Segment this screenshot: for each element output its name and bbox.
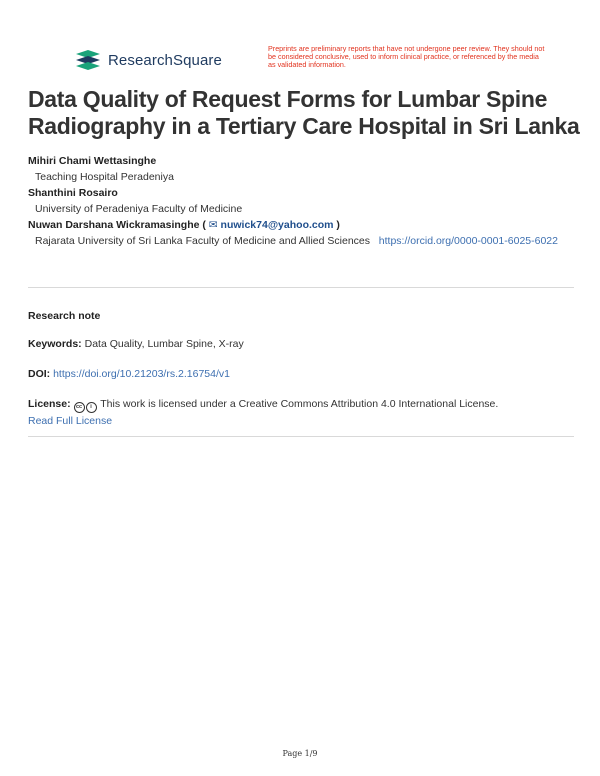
research-square-logo	[74, 48, 222, 72]
page-number: Page 1/9	[282, 749, 318, 758]
divider	[28, 287, 574, 288]
preprint-disclaimer: Preprints are preliminary reports that have not undergone peer review. They should not be considered conclusive, used to inform clinical practice, or referenced by the media as validated information.	[268, 44, 545, 69]
cc-by-icon: i	[86, 402, 97, 413]
author-affiliation	[28, 233, 576, 249]
article-type-text: Research note	[28, 310, 101, 322]
author-email-link[interactable]	[209, 219, 334, 231]
author-list	[28, 153, 576, 249]
article-type	[28, 308, 576, 324]
license-text: This work is licensed under a Creative Commons Attribution 4.0 International License.	[100, 398, 499, 410]
doi-label: DOI:	[28, 368, 51, 380]
research-square-mark-icon	[74, 49, 102, 71]
paper-title: Data Quality of Request Forms for Lumbar Spine Radiography in a Tertiary Care Hospital in Sri Lanka	[28, 86, 580, 139]
logo-square-text: Square	[173, 51, 222, 69]
keywords-line	[28, 336, 576, 352]
author-affiliation: University of Peradeniya Faculty of Medicine	[35, 203, 243, 215]
author-name-text: Nuwan Darshana Wickramasinghe	[28, 219, 200, 231]
doi-link[interactable]: https://doi.org/10.21203/rs.2.16754/v1	[53, 368, 230, 380]
license-label: License:	[28, 398, 71, 410]
cc-icon: cc	[74, 402, 85, 413]
read-full-license-link[interactable]: Read Full License	[28, 415, 113, 427]
divider	[28, 436, 574, 437]
keywords-label: Keywords:	[28, 338, 82, 350]
author-affiliation: Teaching Hospital Peradeniya	[35, 171, 174, 183]
author-name: Shanthini Rosairo	[28, 187, 118, 199]
mail-icon: ✉	[208, 219, 218, 231]
author-name: Mihiri Chami Wettasinghe	[28, 155, 157, 167]
keywords-value: Data Quality, Lumbar Spine, X-ray	[84, 338, 244, 350]
logo-research-text: Research	[108, 51, 173, 69]
author-email-text: nuwick74@yahoo.com	[220, 219, 334, 231]
author-name-corresponding: Nuwan Darshana Wickramasinghe ( ✉ nuwick74@yahoo.com )	[28, 219, 340, 231]
logo-wordmark	[108, 52, 222, 69]
license-block	[28, 396, 576, 429]
orcid-link[interactable]: https://orcid.org/0000-0001-6025-6022	[378, 235, 558, 247]
author-affiliation-text: Rajarata University of Sri Lanka Faculty of Medicine and Allied Sciences	[35, 235, 370, 247]
doi-line	[28, 366, 576, 382]
